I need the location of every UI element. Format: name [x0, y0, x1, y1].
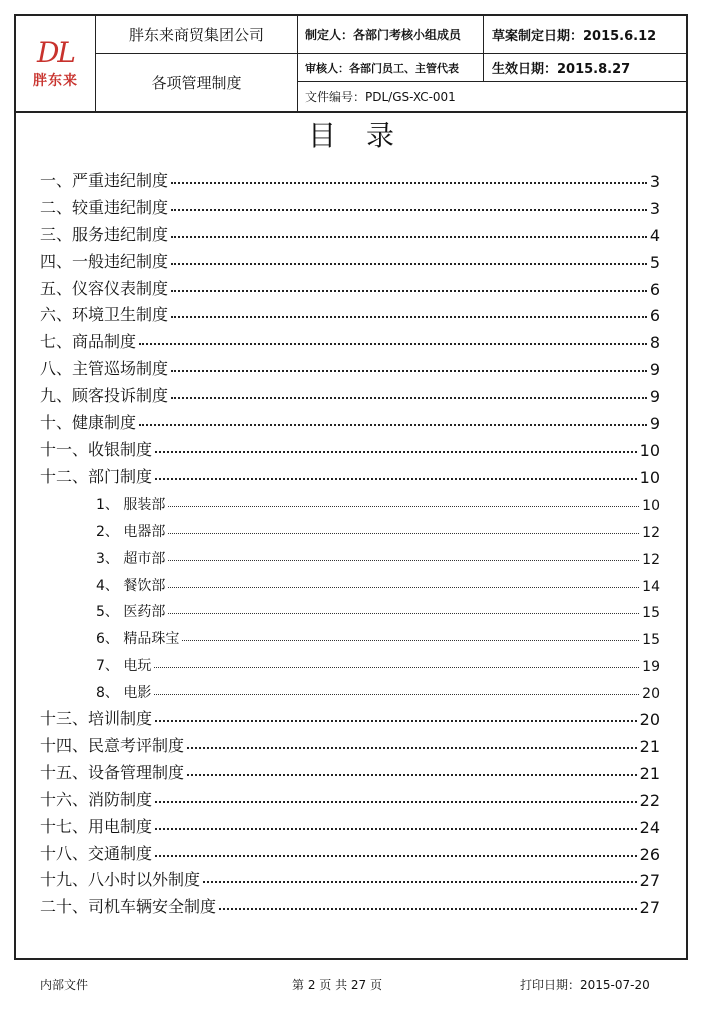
toc-entry-label: 六、环境卫生制度 [40, 305, 169, 325]
toc-entry[interactable] [40, 164, 660, 191]
toc-entry-label: 十六、消防制度 [40, 789, 153, 809]
maker-field: 制定人：各部门考核小组成员 [298, 16, 484, 54]
toc-entry[interactable] [40, 433, 660, 460]
toc-entry-page: 27 [639, 898, 660, 918]
toc-dot-leader [187, 774, 637, 776]
toc-entry-page: 3 [649, 171, 660, 191]
toc-entry[interactable] [40, 621, 660, 648]
toc-dot-leader [168, 613, 639, 614]
toc-entry[interactable] [40, 325, 660, 352]
toc-entry-page: 27 [639, 871, 660, 891]
toc-dot-leader [171, 397, 647, 399]
toc-dot-leader [171, 182, 647, 184]
toc-entry[interactable] [40, 702, 660, 729]
footer-print-date: 打印日期：2015-07-20 [520, 978, 650, 992]
toc-entry-label: 2、 电器部 [96, 523, 166, 540]
toc-entry-page: 3 [649, 198, 660, 218]
toc-dot-leader [171, 236, 647, 238]
file-number: 文件编号：PDL/GS-XC-001 [305, 90, 456, 104]
toc-dot-leader [168, 587, 639, 588]
effective-date: 生效日期：2015.8.27 [484, 54, 686, 82]
toc-entry[interactable] [40, 541, 660, 568]
toc-entry-page: 12 [642, 524, 660, 541]
toc-entry[interactable] [40, 810, 660, 837]
toc-entry-page: 15 [642, 632, 660, 649]
toc-entry[interactable] [40, 352, 660, 379]
toc-entry-label: 十一、收银制度 [40, 439, 153, 459]
toc-dot-leader [155, 801, 637, 803]
logo-mark: DL [36, 35, 75, 69]
toc-dot-leader [171, 209, 647, 211]
toc-entry-page: 6 [649, 279, 660, 299]
toc-dot-leader [171, 316, 647, 318]
toc-dot-leader [155, 855, 637, 857]
toc-entry[interactable] [40, 460, 660, 487]
toc-dot-leader [168, 533, 639, 534]
toc-dot-leader [203, 881, 637, 883]
toc-entry[interactable] [40, 837, 660, 864]
toc-dot-leader [168, 560, 639, 561]
toc-entry[interactable] [40, 756, 660, 783]
toc-entry[interactable] [40, 379, 660, 406]
toc-entry-label: 二、较重违纪制度 [40, 197, 169, 217]
toc-entry-page: 9 [649, 360, 660, 380]
toc-entry-label: 一、严重违纪制度 [40, 170, 169, 190]
toc-entry[interactable] [40, 487, 660, 514]
toc-entry-label: 十八、交通制度 [40, 843, 153, 863]
document-frame [14, 14, 688, 960]
toc-entry[interactable] [40, 245, 660, 272]
toc-entry-page: 9 [649, 387, 660, 407]
draft-date: 草案制定日期：2015.6.12 [484, 16, 686, 54]
toc-entry-label: 7、 电玩 [96, 658, 152, 675]
toc-entry-label: 五、仪容仪表制度 [40, 278, 169, 298]
toc-dot-leader [171, 370, 647, 372]
toc-entry[interactable] [40, 191, 660, 218]
toc-entry[interactable] [40, 514, 660, 541]
toc-entry-page: 14 [642, 578, 660, 595]
toc-dot-leader [155, 828, 637, 830]
document-header [16, 16, 686, 113]
toc-entry-label: 十四、民意考评制度 [40, 735, 185, 755]
toc-entry-page: 8 [649, 333, 660, 353]
toc-entry-label: 8、 电影 [96, 685, 152, 702]
toc-entry-page: 4 [649, 225, 660, 245]
toc-entry-page: 24 [639, 817, 660, 837]
company-logo [16, 16, 96, 111]
toc-entry-page: 10 [642, 497, 660, 514]
toc-entry-page: 6 [649, 306, 660, 326]
toc-entry[interactable] [40, 299, 660, 326]
toc-entry-label: 5、 医药部 [96, 604, 166, 621]
toc-entry-label: 四、一般违纪制度 [40, 251, 169, 271]
toc-entry[interactable] [40, 218, 660, 245]
toc-entry-page: 19 [642, 659, 660, 676]
toc-entry[interactable] [40, 783, 660, 810]
toc-dot-leader [155, 720, 637, 722]
logo-text: 胖东来 [33, 72, 78, 89]
toc-entry-label: 二十、司机车辆安全制度 [40, 897, 217, 917]
toc-entry-label: 十七、用电制度 [40, 816, 153, 836]
page-title [16, 114, 686, 154]
toc-dot-leader [171, 290, 647, 292]
toc-entry-page: 15 [642, 605, 660, 622]
toc-entry-page: 26 [639, 844, 660, 864]
toc-entry-label: 3、 超市部 [96, 550, 166, 567]
toc-entry-label: 八、主管巡场制度 [40, 359, 169, 379]
toc-entry[interactable] [40, 890, 660, 917]
toc-entry-page: 5 [649, 252, 660, 272]
toc-entry-label: 1、 服装部 [96, 496, 166, 513]
toc-entry-page: 21 [639, 736, 660, 756]
toc-entry-label: 七、商品制度 [40, 332, 137, 352]
toc-entry-page: 10 [639, 467, 660, 487]
toc-dot-leader [139, 424, 647, 426]
toc-entry[interactable] [40, 272, 660, 299]
toc-dot-leader [139, 343, 647, 345]
toc-entry[interactable] [40, 595, 660, 622]
table-of-contents [40, 164, 660, 917]
document-name: 各项管理制度 [96, 54, 298, 111]
footer-page-number: 第 2 页 共 27 页 [292, 978, 382, 992]
footer-internal: 内部文件 [40, 978, 89, 992]
toc-entry-page: 22 [639, 790, 660, 810]
toc-entry-label: 九、顾客投诉制度 [40, 386, 169, 406]
toc-entry-label: 十三、培训制度 [40, 709, 153, 729]
toc-entry-label: 三、服务违纪制度 [40, 224, 169, 244]
toc-dot-leader [155, 451, 637, 453]
toc-entry[interactable] [40, 729, 660, 756]
toc-entry-page: 20 [642, 686, 660, 703]
toc-entry-page: 10 [639, 440, 660, 460]
toc-dot-leader [219, 908, 637, 910]
toc-dot-leader [182, 640, 639, 641]
toc-entry-label: 6、 精品珠宝 [96, 631, 180, 648]
toc-entry-page: 12 [642, 551, 660, 568]
company-name: 胖东来商贸集团公司 [96, 16, 298, 54]
toc-entry-page: 9 [649, 414, 660, 434]
toc-entry[interactable] [40, 648, 660, 675]
toc-dot-leader [171, 263, 647, 265]
toc-entry-label: 十二、部门制度 [40, 466, 153, 486]
toc-entry[interactable] [40, 864, 660, 891]
toc-dot-leader [154, 694, 639, 695]
toc-entry[interactable] [40, 406, 660, 433]
toc-entry-label: 十九、八小时以外制度 [40, 870, 201, 890]
toc-entry[interactable] [40, 568, 660, 595]
toc-entry-page: 20 [639, 710, 660, 730]
toc-entry-label: 4、 餐饮部 [96, 577, 166, 594]
toc-dot-leader [168, 506, 639, 507]
reviewer-field: 审核人：各部门员工、主管代表 [298, 54, 484, 82]
toc-dot-leader [154, 667, 639, 668]
toc-dot-leader [155, 478, 637, 480]
toc-entry-label: 十五、设备管理制度 [40, 762, 185, 782]
toc-dot-leader [187, 747, 637, 749]
page-title-text: 目录 [307, 119, 424, 152]
toc-entry[interactable] [40, 675, 660, 702]
toc-entry-page: 21 [639, 763, 660, 783]
toc-entry-label: 十、健康制度 [40, 413, 137, 433]
